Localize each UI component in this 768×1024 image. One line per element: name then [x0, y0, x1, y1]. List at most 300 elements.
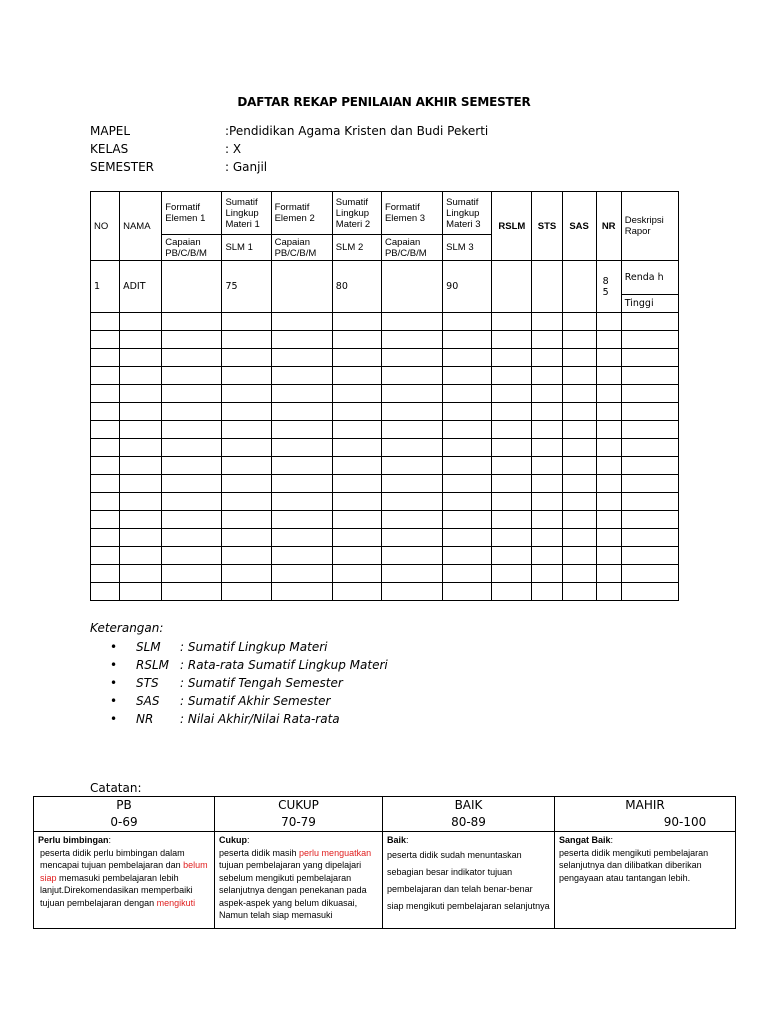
empty-cell	[222, 313, 271, 331]
empty-cell	[443, 457, 492, 475]
empty-cell	[621, 511, 678, 529]
bullet-icon: •	[110, 712, 118, 726]
empty-cell	[271, 421, 332, 439]
cell-nama: ADIT	[120, 261, 162, 313]
empty-cell	[91, 475, 120, 493]
empty-cell	[91, 367, 120, 385]
empty-cell	[443, 439, 492, 457]
desc-mahir: Sangat Baik: peserta didik mengikuti pembelajaran selanjutnya dan dilibatkan diberikan pengayaan atau tantangan lebih.	[555, 832, 736, 929]
empty-cell	[492, 529, 532, 547]
empty-cell	[381, 475, 442, 493]
empty-cell	[621, 349, 678, 367]
meta-key: SEMESTER	[90, 160, 155, 174]
empty-cell	[621, 529, 678, 547]
header-deskripsi: Deskripsi Rapor	[621, 192, 678, 261]
empty-cell	[492, 457, 532, 475]
cell-slm-2: 80	[332, 261, 381, 313]
header-no: NO	[91, 192, 120, 261]
desc-title: Perlu bimbingan	[38, 835, 109, 845]
empty-cell	[443, 583, 492, 601]
empty-cell	[532, 313, 562, 331]
empty-cell	[532, 529, 562, 547]
achievement-levels-table	[33, 796, 736, 929]
table-row	[91, 547, 679, 565]
empty-cell	[91, 385, 120, 403]
empty-cell	[162, 565, 222, 583]
desc-title: Sangat Baik	[559, 835, 611, 845]
desc-text: peserta didik sudah menuntaskan sebagian besar indikator tujuan pembelajaran dan telah benar-benar siap mengikuti pembelajaran selanjutnya	[387, 849, 550, 911]
empty-cell	[621, 457, 678, 475]
empty-cell	[91, 403, 120, 421]
empty-cell	[443, 547, 492, 565]
empty-cell	[621, 547, 678, 565]
empty-cell	[332, 385, 381, 403]
header-sts: STS	[532, 192, 562, 261]
desc-text: peserta didik masih perlu menguatkan tujuan pembelajaran yang dipelajari sebelum mengikuti pembelajaran selanjutnya dengan penekanan pada aspek-aspek yang belum dikuasai, Namun telah siap memasuki	[219, 847, 372, 920]
empty-cell	[532, 583, 562, 601]
level-name: MAHIR	[625, 798, 665, 812]
document-title: DAFTAR REKAP PENILAIAN AKHIR SEMESTER	[237, 95, 531, 109]
empty-cell	[222, 403, 271, 421]
empty-cell	[443, 511, 492, 529]
empty-cell	[562, 313, 596, 331]
empty-cell	[596, 475, 621, 493]
empty-cell	[621, 583, 678, 601]
meta-value: : Ganjil	[225, 160, 268, 174]
header-sumatif-1: Sumatif Lingkup Materi 1	[222, 192, 271, 235]
empty-cell	[621, 439, 678, 457]
cell-sas	[562, 261, 596, 313]
empty-cell	[120, 331, 162, 349]
empty-cell	[222, 331, 271, 349]
empty-cell	[596, 511, 621, 529]
empty-cell	[91, 421, 120, 439]
empty-cell	[492, 349, 532, 367]
header-formatif-1: Formatif Elemen 1	[162, 192, 222, 235]
empty-cell	[271, 313, 332, 331]
catatan-label: Catatan:	[90, 781, 142, 795]
empty-cell	[562, 475, 596, 493]
empty-cell	[381, 331, 442, 349]
empty-cell	[621, 385, 678, 403]
header-sas: SAS	[562, 192, 596, 261]
legend-desc: : Rata-rata Sumatif Lingkup Materi	[180, 658, 388, 672]
empty-cell	[532, 457, 562, 475]
empty-cell	[492, 583, 532, 601]
cell-sts	[532, 261, 562, 313]
empty-cell	[162, 547, 222, 565]
empty-cell	[492, 493, 532, 511]
subheader-capaian-2: Capaian PB/C/B/M	[271, 235, 332, 261]
empty-cell	[532, 439, 562, 457]
table-row	[91, 385, 679, 403]
empty-cell	[271, 457, 332, 475]
level-name: PB	[116, 798, 132, 812]
desc-pb: Perlu bimbingan: peserta didik perlu bimbingan dalam mencapai tujuan pembelajaran dan belum siap memasuki pembelajaran lebih lanjut.Direkomendasikan memperbaiki tujuan pembelajaran dengan mengikuti	[34, 832, 215, 929]
table-row	[91, 313, 679, 331]
empty-cell	[562, 547, 596, 565]
empty-cell	[381, 349, 442, 367]
legend-desc: : Nilai Akhir/Nilai Rata-rata	[180, 712, 340, 726]
table-row	[91, 475, 679, 493]
header-nr: NR	[596, 192, 621, 261]
legend-abbr: NR	[136, 712, 154, 726]
level-cukup	[215, 797, 383, 832]
level-name: BAIK	[454, 798, 483, 812]
empty-cell	[222, 511, 271, 529]
level-baik	[383, 797, 555, 832]
empty-cell	[381, 313, 442, 331]
empty-cell	[492, 511, 532, 529]
empty-cell	[596, 349, 621, 367]
empty-cell	[162, 385, 222, 403]
table-row	[91, 367, 679, 385]
empty-cell	[222, 349, 271, 367]
empty-cell	[271, 403, 332, 421]
empty-cell	[120, 457, 162, 475]
empty-cell	[332, 403, 381, 421]
empty-cell	[532, 421, 562, 439]
desc-title: Baik	[387, 835, 407, 845]
empty-cell	[562, 331, 596, 349]
cell-capaian-3	[381, 261, 442, 313]
empty-cell	[162, 439, 222, 457]
empty-cell	[562, 367, 596, 385]
table-row	[91, 493, 679, 511]
empty-cell	[621, 313, 678, 331]
table-row	[91, 565, 679, 583]
empty-cell	[621, 331, 678, 349]
level-mahir	[555, 797, 736, 832]
level-name: CUKUP	[278, 798, 319, 812]
empty-cell	[492, 475, 532, 493]
empty-cell	[120, 493, 162, 511]
empty-cell	[443, 493, 492, 511]
cell-deskripsi-tinggi: Tinggi	[621, 295, 678, 313]
empty-cell	[120, 349, 162, 367]
empty-cell	[162, 421, 222, 439]
empty-cell	[222, 565, 271, 583]
empty-cell	[562, 439, 596, 457]
empty-cell	[443, 367, 492, 385]
empty-cell	[532, 511, 562, 529]
meta-key: KELAS	[90, 142, 129, 156]
empty-cell	[596, 367, 621, 385]
legend-abbr: SAS	[136, 694, 160, 708]
empty-cell	[381, 439, 442, 457]
header-sumatif-3: Sumatif Lingkup Materi 3	[443, 192, 492, 235]
empty-cell	[532, 475, 562, 493]
empty-cell	[381, 565, 442, 583]
empty-cell	[91, 493, 120, 511]
empty-cell	[332, 439, 381, 457]
cell-capaian-2	[271, 261, 332, 313]
empty-cell	[381, 529, 442, 547]
subheader-capaian-3: Capaian PB/C/B/M	[381, 235, 442, 261]
empty-cell	[596, 583, 621, 601]
empty-cell	[532, 403, 562, 421]
empty-cell	[120, 475, 162, 493]
empty-cell	[332, 457, 381, 475]
empty-cell	[596, 493, 621, 511]
empty-cell	[562, 349, 596, 367]
bullet-icon: •	[110, 658, 118, 672]
empty-cell	[162, 493, 222, 511]
empty-cell	[621, 565, 678, 583]
empty-cell	[332, 475, 381, 493]
empty-cell	[120, 367, 162, 385]
empty-cell	[492, 421, 532, 439]
empty-cell	[532, 331, 562, 349]
empty-cell	[162, 529, 222, 547]
empty-cell	[621, 367, 678, 385]
table-row	[91, 457, 679, 475]
empty-cell	[120, 511, 162, 529]
level-range: 80-89	[451, 815, 486, 829]
empty-cell	[271, 493, 332, 511]
header-nama: NAMA	[120, 192, 162, 261]
empty-cell	[381, 403, 442, 421]
empty-cell	[381, 547, 442, 565]
empty-cell	[381, 511, 442, 529]
legend-desc: : Sumatif Lingkup Materi	[180, 640, 328, 654]
empty-cell	[222, 367, 271, 385]
empty-cell	[596, 547, 621, 565]
empty-cell	[381, 583, 442, 601]
empty-cell	[91, 439, 120, 457]
empty-cell	[532, 565, 562, 583]
empty-cell	[222, 583, 271, 601]
empty-cell	[120, 529, 162, 547]
legend-desc: : Sumatif Akhir Semester	[180, 694, 331, 708]
empty-cell	[562, 511, 596, 529]
empty-cell	[332, 331, 381, 349]
empty-cell	[120, 565, 162, 583]
desc-text: peserta didik mengikuti pembelajaran selanjutnya dan dilibatkan diberikan pengayaan atau tantangan lebih.	[559, 847, 709, 883]
empty-cell	[492, 367, 532, 385]
empty-cell	[443, 529, 492, 547]
empty-cell	[381, 421, 442, 439]
empty-cell	[443, 475, 492, 493]
subheader-slm-3: SLM 3	[443, 235, 492, 261]
empty-cell	[596, 313, 621, 331]
empty-cell	[492, 547, 532, 565]
empty-cell	[596, 439, 621, 457]
empty-cell	[562, 403, 596, 421]
empty-cell	[332, 349, 381, 367]
empty-cell	[596, 565, 621, 583]
subheader-slm-2: SLM 2	[332, 235, 381, 261]
empty-cell	[443, 313, 492, 331]
empty-cell	[222, 439, 271, 457]
table-row	[91, 421, 679, 439]
empty-cell	[381, 367, 442, 385]
empty-cell	[91, 457, 120, 475]
bullet-icon: •	[110, 640, 118, 654]
empty-cell	[381, 493, 442, 511]
level-pb	[34, 797, 215, 832]
empty-cell	[492, 385, 532, 403]
empty-cell	[443, 331, 492, 349]
table-row	[91, 439, 679, 457]
empty-cell	[162, 475, 222, 493]
empty-cell	[271, 583, 332, 601]
empty-cell	[271, 547, 332, 565]
empty-cell	[222, 475, 271, 493]
empty-cell	[596, 421, 621, 439]
empty-cell	[443, 403, 492, 421]
empty-cell	[222, 421, 271, 439]
empty-cell	[492, 331, 532, 349]
table-row	[91, 511, 679, 529]
empty-cell	[332, 367, 381, 385]
empty-cell	[91, 565, 120, 583]
cell-capaian-1	[162, 261, 222, 313]
empty-cell	[621, 475, 678, 493]
header-formatif-3: Formatif Elemen 3	[381, 192, 442, 235]
empty-cell	[332, 529, 381, 547]
empty-cell	[120, 439, 162, 457]
empty-cell	[120, 583, 162, 601]
header-rslm: RSLM	[492, 192, 532, 261]
empty-cell	[532, 349, 562, 367]
bullet-icon: •	[110, 676, 118, 690]
empty-cell	[271, 385, 332, 403]
subheader-capaian-1: Capaian PB/C/B/M	[162, 235, 222, 261]
cell-deskripsi-rendah: Renda h	[621, 261, 678, 295]
empty-cell	[120, 421, 162, 439]
empty-cell	[332, 511, 381, 529]
empty-cell	[621, 403, 678, 421]
empty-cell	[332, 583, 381, 601]
empty-cell	[443, 349, 492, 367]
empty-cell	[381, 385, 442, 403]
empty-cell	[621, 421, 678, 439]
desc-baik: Baik: peserta didik sudah menuntaskan sebagian besar indikator tujuan pembelajaran dan telah benar-benar siap mengikuti pembelajaran selanjutnya	[383, 832, 555, 929]
empty-cell	[162, 313, 222, 331]
empty-cell	[596, 403, 621, 421]
empty-cell	[332, 493, 381, 511]
empty-cell	[332, 421, 381, 439]
keterangan-label: Keterangan:	[90, 621, 164, 635]
empty-cell	[596, 457, 621, 475]
empty-cell	[532, 547, 562, 565]
empty-cell	[91, 313, 120, 331]
empty-cell	[271, 565, 332, 583]
empty-cell	[222, 547, 271, 565]
desc-cukup: Cukup: peserta didik masih perlu menguatkan tujuan pembelajaran yang dipelajari sebelum mengikuti pembelajaran selanjutnya dengan penekanan pada aspek-aspek yang belum dikuasai, Namun telah siap memasuki	[215, 832, 383, 929]
table-row	[91, 583, 679, 601]
empty-cell	[562, 385, 596, 403]
empty-cell	[271, 475, 332, 493]
empty-cell	[332, 565, 381, 583]
empty-cell	[562, 583, 596, 601]
header-sumatif-2: Sumatif Lingkup Materi 2	[332, 192, 381, 235]
cell-slm-1: 75	[222, 261, 271, 313]
empty-cell	[120, 313, 162, 331]
header-formatif-2: Formatif Elemen 2	[271, 192, 332, 235]
level-range: 90-100	[663, 815, 707, 829]
empty-cell	[162, 403, 222, 421]
empty-cell	[162, 331, 222, 349]
cell-no: 1	[91, 261, 120, 313]
table-row	[91, 403, 679, 421]
empty-cell	[492, 313, 532, 331]
empty-cell	[271, 529, 332, 547]
empty-cell	[162, 511, 222, 529]
empty-cell	[443, 385, 492, 403]
empty-cell	[562, 565, 596, 583]
desc-title: Cukup	[219, 835, 247, 845]
empty-cell	[492, 565, 532, 583]
empty-cell	[91, 349, 120, 367]
legend-abbr: RSLM	[136, 658, 169, 672]
empty-cell	[271, 511, 332, 529]
empty-cell	[532, 385, 562, 403]
bullet-icon: •	[110, 694, 118, 708]
empty-cell	[332, 547, 381, 565]
legend-abbr: STS	[136, 676, 159, 690]
empty-cell	[91, 583, 120, 601]
empty-cell	[596, 385, 621, 403]
legend-desc: : Sumatif Tengah Semester	[180, 676, 343, 690]
empty-cell	[562, 493, 596, 511]
empty-cell	[532, 367, 562, 385]
empty-cell	[621, 493, 678, 511]
cell-rslm	[492, 261, 532, 313]
empty-cell	[222, 529, 271, 547]
empty-cell	[91, 529, 120, 547]
empty-cell	[562, 421, 596, 439]
table-row	[91, 529, 679, 547]
table-row	[91, 331, 679, 349]
empty-cell	[492, 439, 532, 457]
empty-cell	[162, 349, 222, 367]
empty-cell	[443, 565, 492, 583]
empty-cell	[596, 331, 621, 349]
meta-key: MAPEL	[90, 124, 131, 138]
level-range: 0-69	[110, 815, 138, 829]
empty-cell	[271, 367, 332, 385]
cell-slm-3: 90	[443, 261, 492, 313]
empty-cell	[91, 331, 120, 349]
empty-cell	[91, 511, 120, 529]
table-row	[91, 349, 679, 367]
empty-cell	[162, 457, 222, 475]
empty-cell	[381, 457, 442, 475]
empty-cell	[120, 403, 162, 421]
empty-cell	[120, 385, 162, 403]
empty-cell	[271, 331, 332, 349]
empty-cell	[162, 367, 222, 385]
empty-cell	[91, 547, 120, 565]
empty-cell	[162, 583, 222, 601]
empty-cell	[120, 547, 162, 565]
meta-value: :Pendidikan Agama Kristen dan Budi Pekerti	[225, 124, 489, 138]
empty-cell	[562, 529, 596, 547]
empty-cell	[562, 457, 596, 475]
empty-cell	[443, 421, 492, 439]
empty-cell	[532, 493, 562, 511]
cell-nr: 8 5	[596, 261, 621, 313]
empty-cell	[222, 457, 271, 475]
empty-cell	[596, 529, 621, 547]
empty-cell	[271, 349, 332, 367]
grades-table	[90, 191, 679, 601]
level-range: 70-79	[281, 815, 316, 829]
empty-cell	[271, 439, 332, 457]
legend-abbr: SLM	[136, 640, 161, 654]
